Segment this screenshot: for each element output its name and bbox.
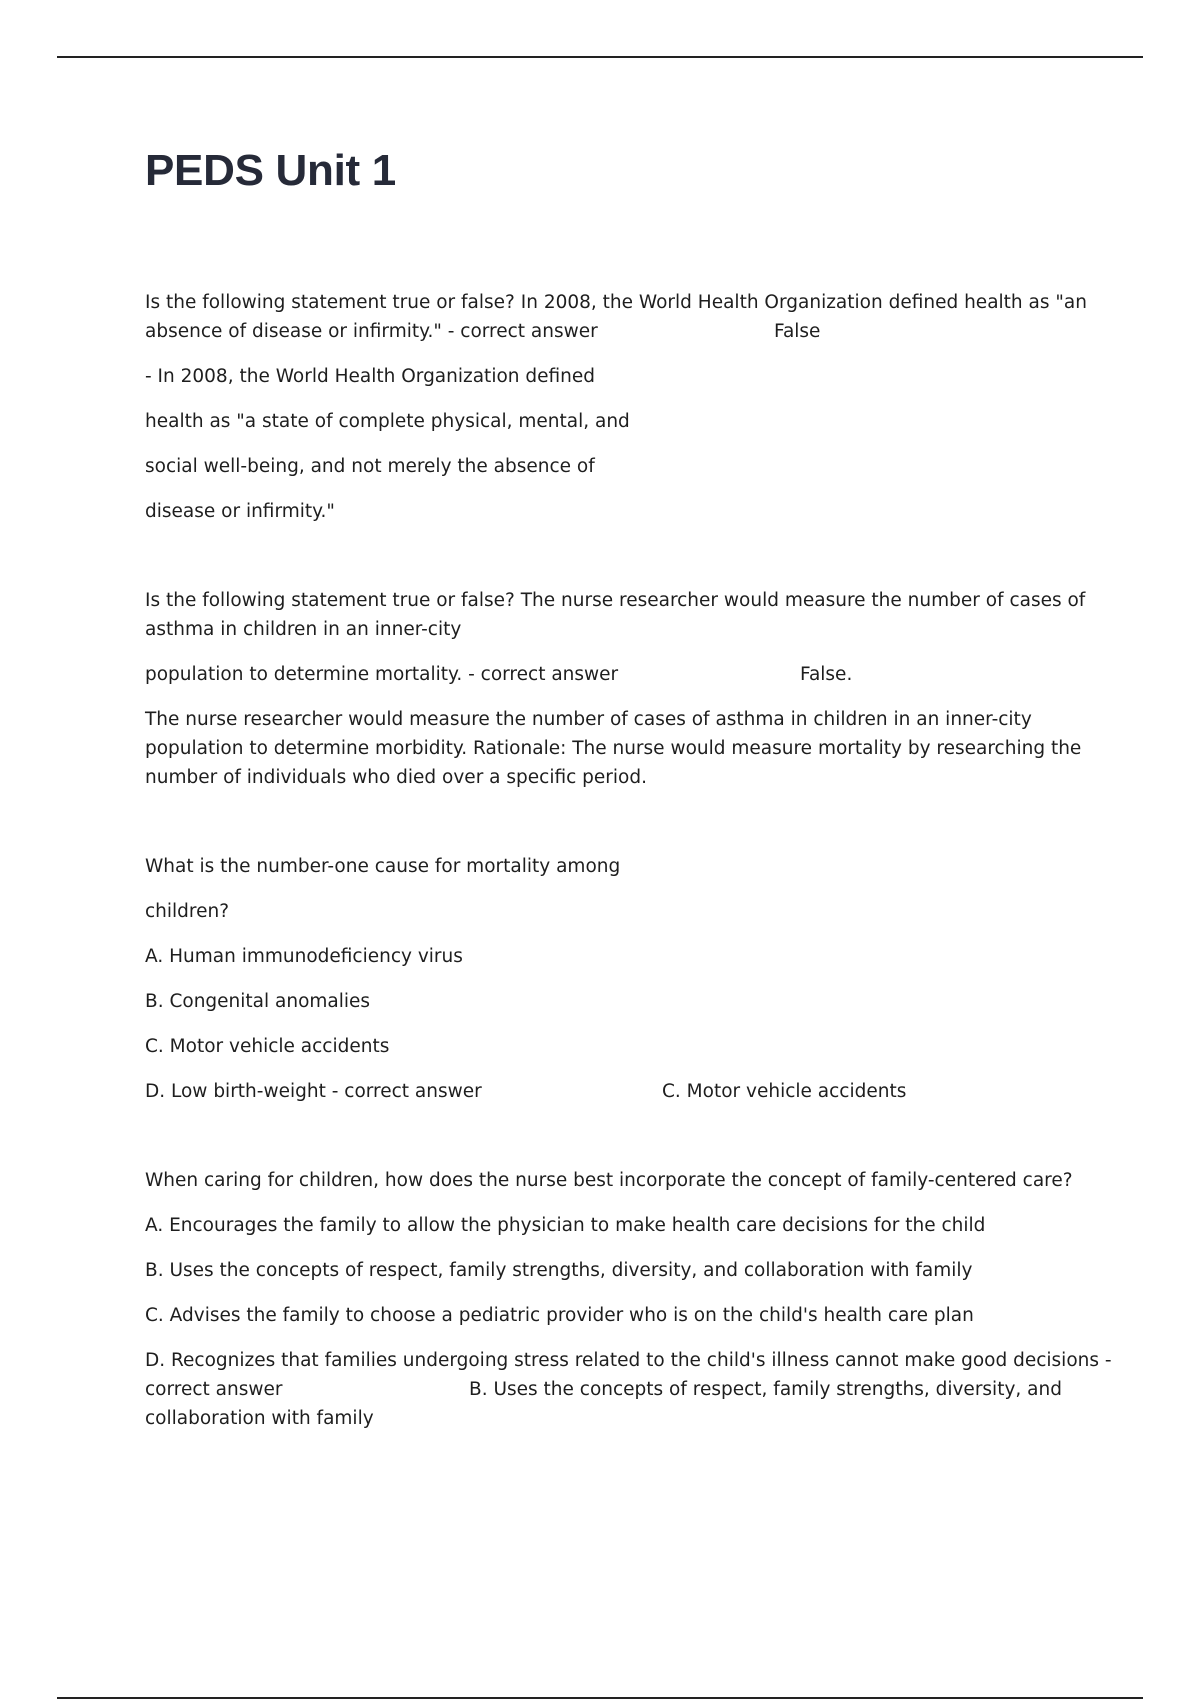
correct-answer-label: absence of disease or infirmity." - correct answer (145, 321, 598, 342)
explanation-line: number of individuals who died over a specific period. (145, 767, 647, 788)
question-text-cont: children? (145, 901, 230, 922)
question-text: What is the number-one cause for mortality among (145, 856, 621, 877)
correct-answer-label: population to determine mortality. - correct answer (145, 664, 619, 685)
explanation-line: - In 2008, the World Health Organization defined (145, 366, 596, 387)
document-body (145, 288, 1112, 1433)
question-text-cont: asthma in children in an inner-city (145, 619, 462, 640)
option-d-cont (145, 1375, 1075, 1404)
answer-text: False (774, 321, 821, 342)
explanation-line: disease or infirmity." (145, 501, 335, 522)
explanation-line: population to determine morbidity. Rationale: The nurse would measure mortality by researching the (145, 738, 1082, 759)
question-block-4 (145, 1166, 1112, 1433)
question-text: Is the following statement true or false? In 2008, the World Health Organization defined health as "an (145, 292, 1087, 313)
option-b: B. Congenital anomalies (145, 991, 371, 1012)
option-b: B. Uses the concepts of respect, family strengths, diversity, and collaboration with family (145, 1260, 973, 1281)
question-block-1 (145, 288, 1087, 526)
question-text: Is the following statement true or false? The nurse researcher would measure the number of cases of (145, 590, 1086, 611)
question-block-3 (145, 852, 1075, 1106)
answer-text: B. Uses the concepts of respect, family strengths, diversity, and (469, 1379, 1062, 1400)
option-c: C. Advises the family to choose a pediatric provider who is on the child's health care plan (145, 1305, 974, 1326)
explanation-line: The nurse researcher would measure the number of cases of asthma in children in an inner-city (145, 709, 1032, 730)
question-block-2 (145, 586, 1086, 792)
explanation-line: social well-being, and not merely the absence of (145, 456, 595, 477)
answer-text-cont: collaboration with family (145, 1408, 374, 1429)
page-title: PEDS Unit 1 (145, 146, 396, 195)
question-text: When caring for children, how does the nurse best incorporate the concept of family-centered care? (145, 1170, 1073, 1191)
question-text-cont (145, 317, 1075, 346)
option-a: A. Human immunodeficiency virus (145, 946, 463, 967)
answer-text: False. (800, 664, 853, 685)
question-text-cont (145, 660, 1075, 689)
option-a: A. Encourages the family to allow the physician to make health care decisions for the child (145, 1215, 986, 1236)
option-d (145, 1077, 1075, 1106)
answer-text: C. Motor vehicle accidents (662, 1081, 907, 1102)
explanation-line: health as "a state of complete physical, mental, and (145, 411, 630, 432)
bottom-rule (57, 1697, 1143, 1699)
option-c: C. Motor vehicle accidents (145, 1036, 390, 1057)
correct-answer-label: D. Low birth-weight - correct answer (145, 1081, 482, 1102)
option-d: D. Recognizes that families undergoing stress related to the child's illness cannot make good decisions - (145, 1350, 1112, 1371)
correct-answer-label: correct answer (145, 1379, 283, 1400)
top-rule (57, 56, 1143, 58)
